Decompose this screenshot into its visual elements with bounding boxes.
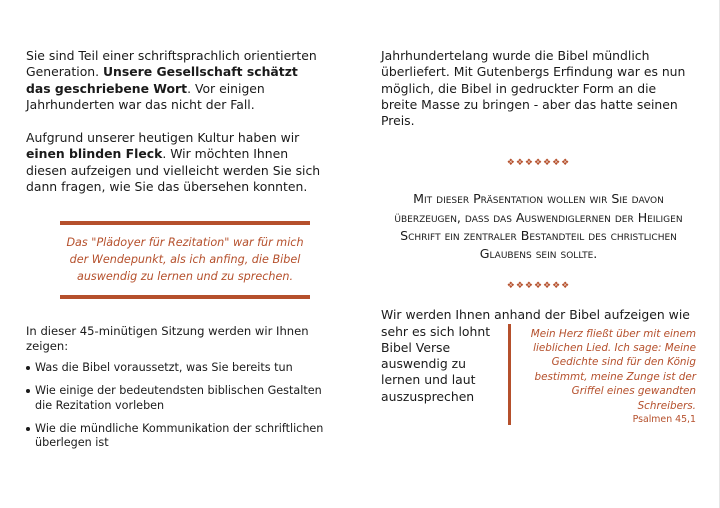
psalm-text: Mein Herz fließt über mit einem lieblichen Lied. Ich sage: Meine Gedichte sind für den König bestimmt, meine Zunge ist der Griffel eines gewandten Schreibers. [530,327,696,412]
bottom-section [381,307,696,437]
bottom-main [381,324,696,425]
bullet-item: Wie einige der bedeutendsten biblischen Gestalten die Rezitation vorleben [26,384,326,412]
session-bullet-list [26,361,326,450]
presentation-statement: Mit dieser Präsentation wollen wir Sie davon überzeugen, dass das Auswendiglernen der Heiligen Schrift ein zentraler Bestandteil des christlichen Glaubens sein sollte. [394,191,683,262]
ornament-divider-bottom: ❖❖❖❖❖❖❖ [506,281,571,292]
bold-phrase: einen blinden Fleck [26,146,163,162]
left-column [26,48,326,459]
psalm-quote [508,324,696,425]
right-column [381,48,696,437]
quote-bottom-bar [60,295,310,299]
bottom-lead-text: Wir werden Ihnen anhand der Bibel aufzeigen wie [381,307,690,323]
history-paragraph: Jahrhundertelang wurde die Bibel mündlich überliefert. Mit Gutenbergs Erfindung war es nun möglich, die Bibel in gedruckter Form an die breite Masse zu bringen - aber das hatte seinen Preis. [381,48,686,129]
bullet-item: Wie die mündliche Kommunikation der schriftlichen überlegen ist [26,422,326,450]
bold-phrase: Unsere Gesellschaft schätzt das geschriebene Wort [26,64,298,96]
quote-text: Das "Plädoyer für Rezitation" war für mich der Wendepunkt, als ich anfing, die Bibel auswendig zu lernen und zu sprechen. [66,236,304,283]
session-intro: In dieser 45-minütigen Sitzung werden wir Ihnen zeigen: [26,324,309,354]
psalm-reference: Psalmen 45,1 [632,414,696,426]
testimonial-quote [60,221,310,299]
bottom-rest-text: sehr es sich lohnt Bibel Verse auswendig zu lernen und laut auszusprechen [381,323,491,404]
ornament-divider-top: ❖❖❖❖❖❖❖ [506,158,571,169]
intro-paragraph: Sie sind Teil einer schriftsprachlich orientierten Generation. Unsere Gesellschaft schätzt das geschriebene Wort. Vor einigen Jahrhunderten war das nicht der Fall. [26,48,317,112]
blind-spot-paragraph: Aufgrund unserer heutigen Kultur haben wir einen blinden Fleck. Wir möchten Ihnen diesen aufzeigen und vielleicht werden Sie sich dann fragen, wie Sie das übersehen konnten. [26,130,321,195]
bullet-item: Was die Bibel voraussetzt, was Sie bereits tun [26,361,326,375]
